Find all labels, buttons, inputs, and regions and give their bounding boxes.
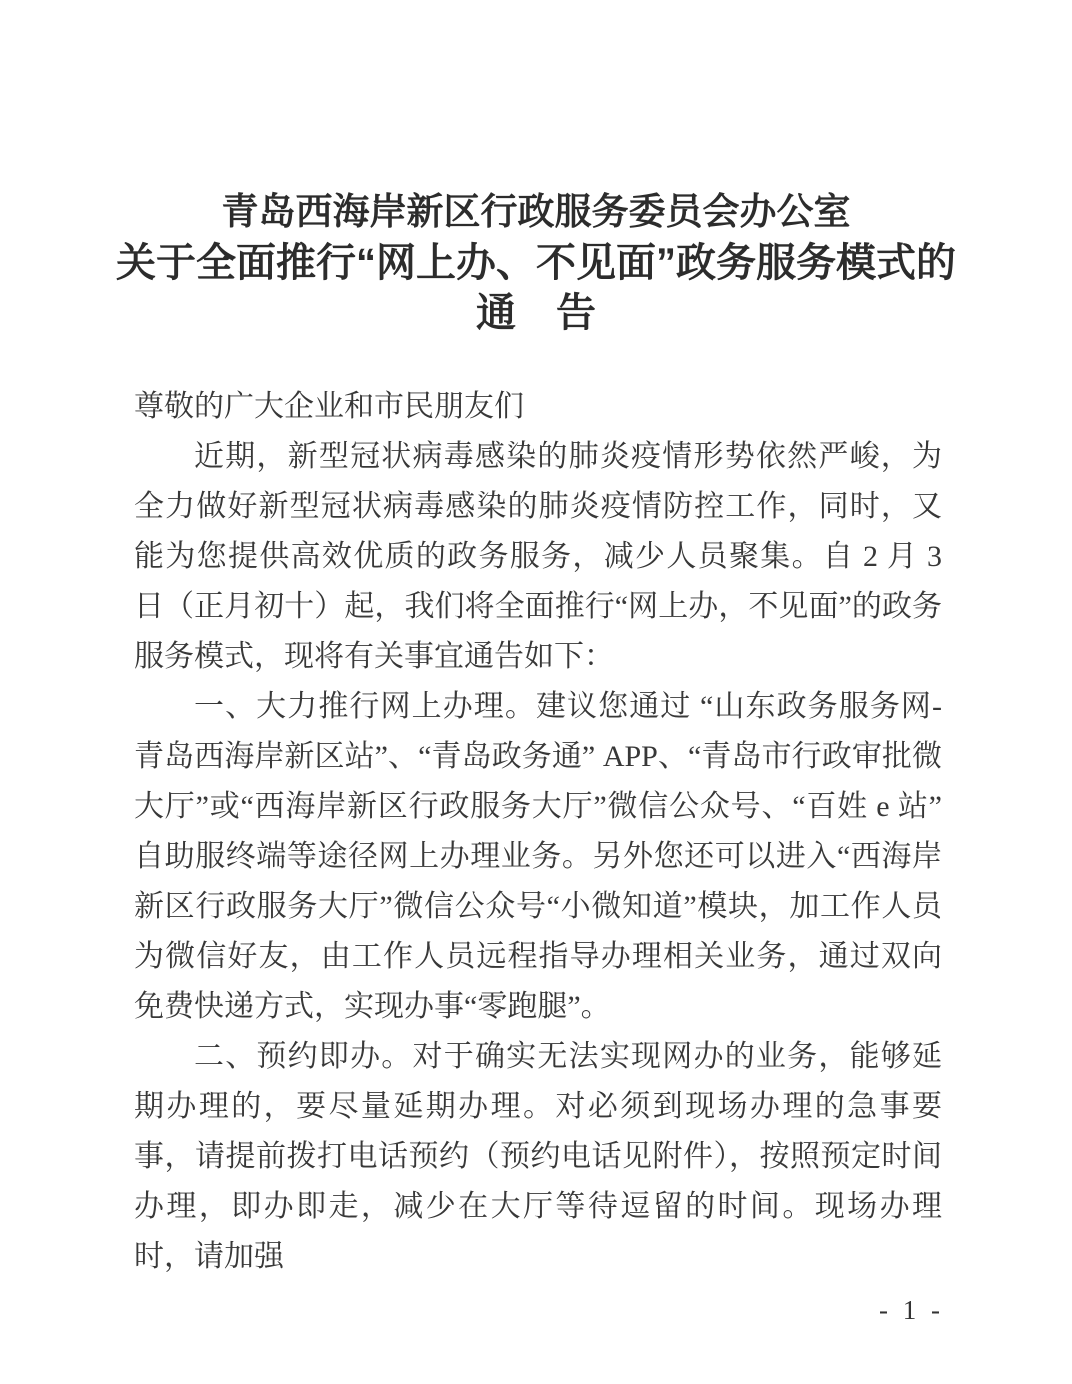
paragraph-item-2-appointment: 二、预约即办。对于确实无法实现网办的业务，能够延期办理的，要尽量延期办理。对必须到现场办理的急事要事，请提前拨打电话预约（预约电话见附件），按照预定时间办理，即办即走，减少在大厅等待逗留的时间。现场办理时，请加强 [134, 1040, 942, 1273]
paragraph-item-1-online-handling: 一、大力推行网上办理。建议您通过 “山东政务服务网-青岛西海岸新区站”、“青岛政务通” APP、“青岛市行政审批微大厅”或“西海岸新区行政服务大厅”微信公众号、“百姓 e 站”自助服终端等途径网上办理业务。另外您还可以进入“西海岸新区行政服务大厅”微信公众号“小微知道”模块，加工作人员为微信好友，由工作人员远程指导办理相关业务，通过双向免费快递方式，实现办事“零跑腿”。 [134, 690, 942, 1023]
page-number: - 1 - [879, 1295, 944, 1325]
document-body [134, 382, 942, 1282]
document-title [0, 186, 1072, 338]
document-title-line-1: 青岛西海岸新区行政服务委员会办公室 [221, 191, 851, 232]
paragraph-intro: 近期，新型冠状病毒感染的肺炎疫情形势依然严峻，为全力做好新型冠状病毒感染的肺炎疫情防控工作，同时，又能为您提供高效优质的政务服务，减少人员聚集。自 2 月 3 日（正月初十）起，我们将全面推行“网上办，不见面”的政务服务模式，现将有关事宜通告如下： [134, 440, 942, 673]
document-title-line-2: 关于全面推行“网上办、不见面”政务服务模式的 [116, 241, 956, 285]
salutation: 尊敬的广大企业和市民朋友们 [134, 390, 524, 423]
document-title-line-3: 通 告 [476, 291, 596, 335]
